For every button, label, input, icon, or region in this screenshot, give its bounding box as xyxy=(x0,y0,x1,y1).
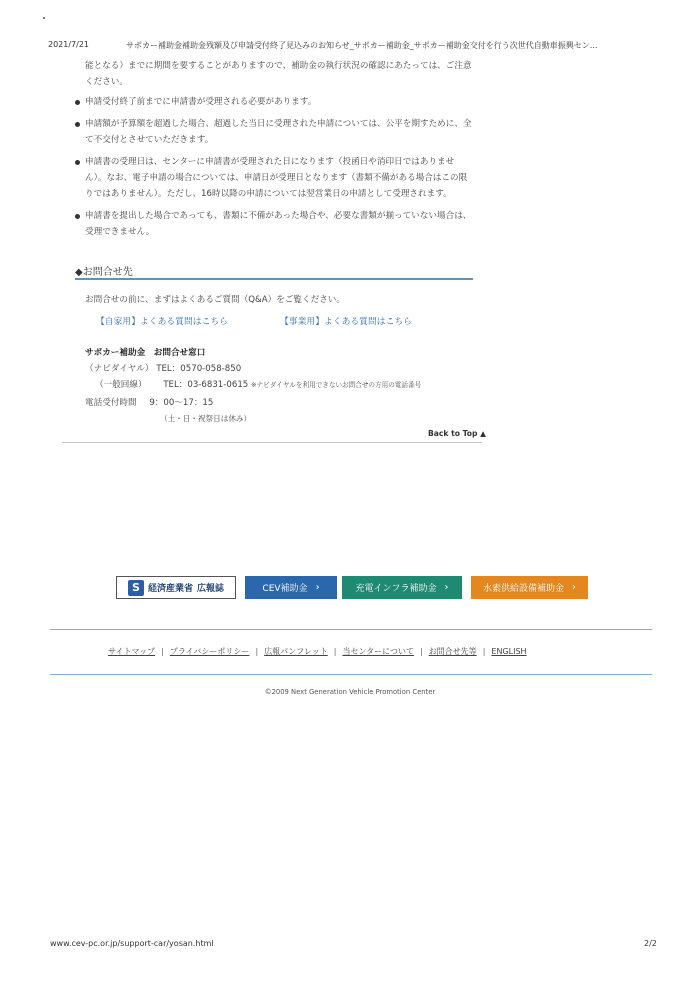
print-page-number: 2/2 xyxy=(644,939,657,948)
print-date: 2021/7/21 xyxy=(48,40,90,49)
faq-personal-link[interactable]: 【自家用】よくある質問はこちら xyxy=(96,317,228,327)
notice-list xyxy=(75,58,475,246)
notice-continued-text: 能となる）までに期間を要することがありますので、補助金の執行状況の確認にあたっては、ご注意ください。 xyxy=(85,61,472,87)
faq-business-link[interactable]: 【事業用】よくある質問はこちら xyxy=(280,317,412,327)
meti-magazine-banner[interactable] xyxy=(116,576,236,599)
notice-item xyxy=(75,94,475,110)
footer-link-pamphlet[interactable]: 広報パンフレット xyxy=(264,647,328,656)
print-title: サポカー補助金補助金残額及び申請受付終了見込みのお知らせ_サポカー補助金_サポカー補助金交付を行う次世代自動車振興セン... xyxy=(126,41,598,50)
bullet-icon xyxy=(75,214,80,219)
footer-link-about[interactable]: 当センターについて xyxy=(342,647,414,656)
chevron-right-icon: › xyxy=(315,582,320,593)
print-url: www.cev-pc.or.jp/support-car/yosan.html xyxy=(50,939,214,948)
back-to-top-link[interactable]: Back to Top ▲ xyxy=(428,429,486,438)
charging-infra-banner[interactable] xyxy=(342,576,462,599)
bullet-icon xyxy=(75,160,80,165)
general-line-row xyxy=(85,378,421,390)
navi-dial-tel: TEL：0570-058-850 xyxy=(156,364,242,374)
bullet-icon xyxy=(75,122,80,127)
footer-separator: | xyxy=(333,647,337,656)
footer-top-divider xyxy=(50,629,652,630)
footer-separator: | xyxy=(482,647,486,656)
footer-link-sitemap[interactable]: サイトマップ xyxy=(108,647,156,656)
notice-item xyxy=(75,208,475,240)
back-to-top-divider xyxy=(62,442,482,443)
cev-subsidy-banner[interactable] xyxy=(245,576,337,599)
hydrogen-station-banner[interactable] xyxy=(471,576,588,599)
footer-bottom-divider xyxy=(50,674,652,675)
cev-banner-label: CEV補助金 xyxy=(262,584,308,594)
notice-text: 申請書の受理日は、センターに申請書が受理された日になります（投函日や消印日ではありません）。なお、電子申請の場合については、申請日が受理日となります（書類不備がある場合はこの限りではありません）。ただし、16時以降の申請については翌営業日の申請として受理されます。 xyxy=(85,157,468,199)
notice-text: 申請受付終了前までに申請書が受理される必要があります。 xyxy=(85,97,317,107)
notice-text: 申請書を提出した場合であっても、書類に不備があった場合や、必要な書類が揃っていない場合は、受理できません。 xyxy=(85,211,472,237)
contact-intro: お問合せの前に、まずはよくあるご質問（Q&A）をご覧ください。 xyxy=(85,295,345,305)
notice-text: 申請額が予算額を超過した場合、超過した当日に受理された申請については、公平を期すために、全て不交付とさせていただきます。 xyxy=(85,119,472,145)
chevron-right-icon: › xyxy=(444,582,449,593)
navi-dial-label: （ナビダイヤル） xyxy=(85,364,154,374)
closed-note: （土・日・祝祭日は休み） xyxy=(160,414,252,423)
notice-item xyxy=(75,116,475,148)
meti-sub-label: 広報誌 xyxy=(197,584,225,594)
hours-value: 9：00〜17：15 xyxy=(149,398,214,408)
footer-separator: | xyxy=(255,647,259,656)
navi-dial-row xyxy=(85,362,241,374)
footer-link-english[interactable]: ENGLISH xyxy=(491,647,527,656)
hours-row xyxy=(85,396,213,408)
bullet-icon xyxy=(75,100,80,105)
general-line-note: ※ナビダイヤルを利用できないお問合せの方用の電話番号 xyxy=(251,381,422,389)
section-divider xyxy=(75,278,473,280)
general-line-label: （一般回線） xyxy=(95,380,147,390)
footer-separator: | xyxy=(419,647,423,656)
hours-label: 電話受付時間 xyxy=(85,398,137,408)
contact-section-title: ◆お問合せ先 xyxy=(75,267,133,278)
chevron-right-icon: › xyxy=(572,582,576,593)
meti-logo-icon: S xyxy=(128,580,144,596)
footer-nav xyxy=(108,646,527,657)
scan-mark xyxy=(43,17,45,19)
general-line-tel: TEL：03-6831-0615 xyxy=(163,380,249,390)
copyright: ©2009 Next Generation Vehicle Promotion Center xyxy=(264,688,436,696)
meti-name: 経済産業省 xyxy=(147,584,193,594)
contact-desk-title: サポカー補助金 お問合せ窓口 xyxy=(85,348,206,358)
infra-banner-label: 充電インフラ補助金 xyxy=(355,584,437,594)
footer-separator: | xyxy=(161,647,164,656)
footer-link-contact[interactable]: お問合せ先等 xyxy=(428,647,477,656)
notice-item xyxy=(75,154,475,202)
footer-link-privacy[interactable]: プライバシーポリシー xyxy=(169,647,250,656)
h2-banner-label: 水素供給設備補助金 xyxy=(482,584,564,594)
